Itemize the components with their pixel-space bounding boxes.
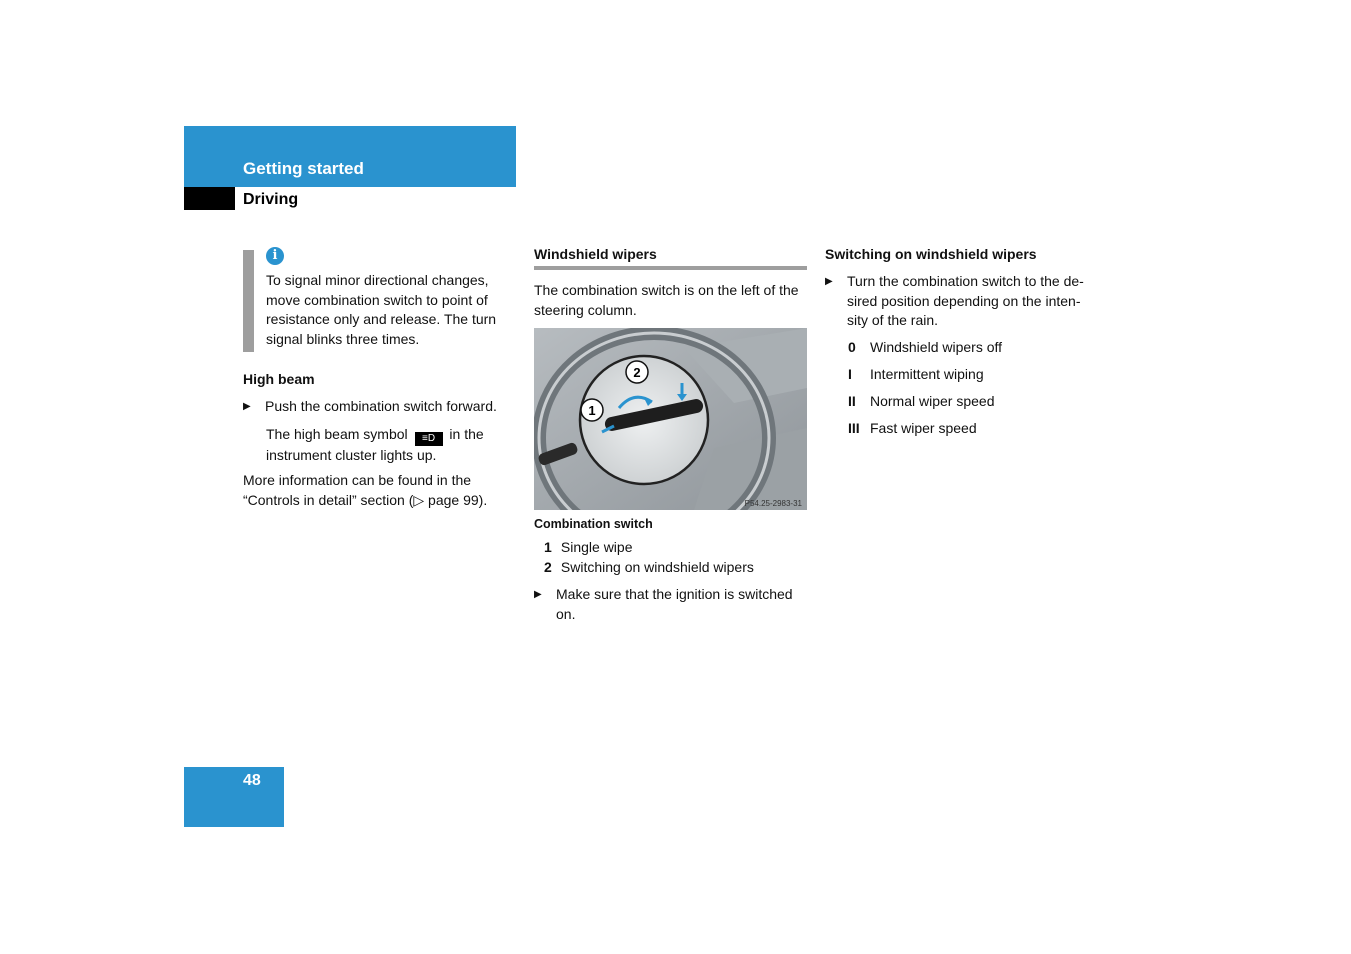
high-beam-step-text: Push the combination switch forward. <box>265 398 497 414</box>
high-beam-symbol-icon: ≡D <box>415 432 443 446</box>
wiper-options <box>848 338 1098 446</box>
switching-heading: Switching on windshield wipers <box>825 246 1037 262</box>
high-beam-heading: High beam <box>243 371 315 387</box>
figure-code: P54.25-2983-31 <box>744 499 802 508</box>
callout-item: 2 Switching on windshield wipers <box>544 558 754 575</box>
ignition-step-text: Make sure that the ignition is switched on. <box>556 586 793 622</box>
svg-text:1: 1 <box>588 403 596 418</box>
wipers-heading: Windshield wipers <box>534 246 657 262</box>
bullet-arrow-icon: ▶ <box>243 401 251 412</box>
callout-item: 1 Single wipe <box>544 539 633 555</box>
section-marker <box>184 187 235 210</box>
note-text: To signal minor directional changes, move combination switch to point of resistance only and release. The turn signal blinks three times. <box>266 272 497 347</box>
wiper-option: II Normal wiper speed <box>848 393 995 409</box>
high-beam-result-pre: The high beam symbol <box>266 426 408 442</box>
page-number-box <box>184 767 284 827</box>
heading-rule <box>534 266 807 270</box>
info-icon: i <box>266 247 284 265</box>
high-beam-result-post: in the instrument cluster lights up. <box>266 426 484 463</box>
wiper-option: 0 Windshield wipers off <box>848 339 1003 355</box>
high-beam-step <box>243 397 518 417</box>
subsection-title: Driving <box>243 191 299 208</box>
wiper-option: I Intermittent wiping <box>848 366 984 382</box>
svg-text:2: 2 <box>633 365 641 380</box>
high-beam-result <box>266 425 516 466</box>
bullet-arrow-icon: ▶ <box>534 589 542 600</box>
callout-list <box>544 538 809 577</box>
switching-step-text: Turn the combination switch to the de-sired position depending on the inten-sity of the rain. <box>847 273 1084 328</box>
wiper-option: III Fast wiper speed <box>848 420 977 436</box>
page-number: 48 <box>243 772 261 789</box>
bullet-arrow-icon: ▶ <box>825 276 833 287</box>
more-info-text: More information can be found in the “Controls in detail” section (▷ page 99). <box>243 472 488 508</box>
combination-switch-figure <box>534 328 807 510</box>
wipers-intro: The combination switch is on the left of the steering column. <box>534 282 799 318</box>
ignition-step <box>534 585 809 624</box>
switching-step <box>825 272 1100 331</box>
section-title: Getting started <box>243 159 364 178</box>
note-bar <box>243 250 254 352</box>
figure-caption: Combination switch <box>534 517 653 531</box>
